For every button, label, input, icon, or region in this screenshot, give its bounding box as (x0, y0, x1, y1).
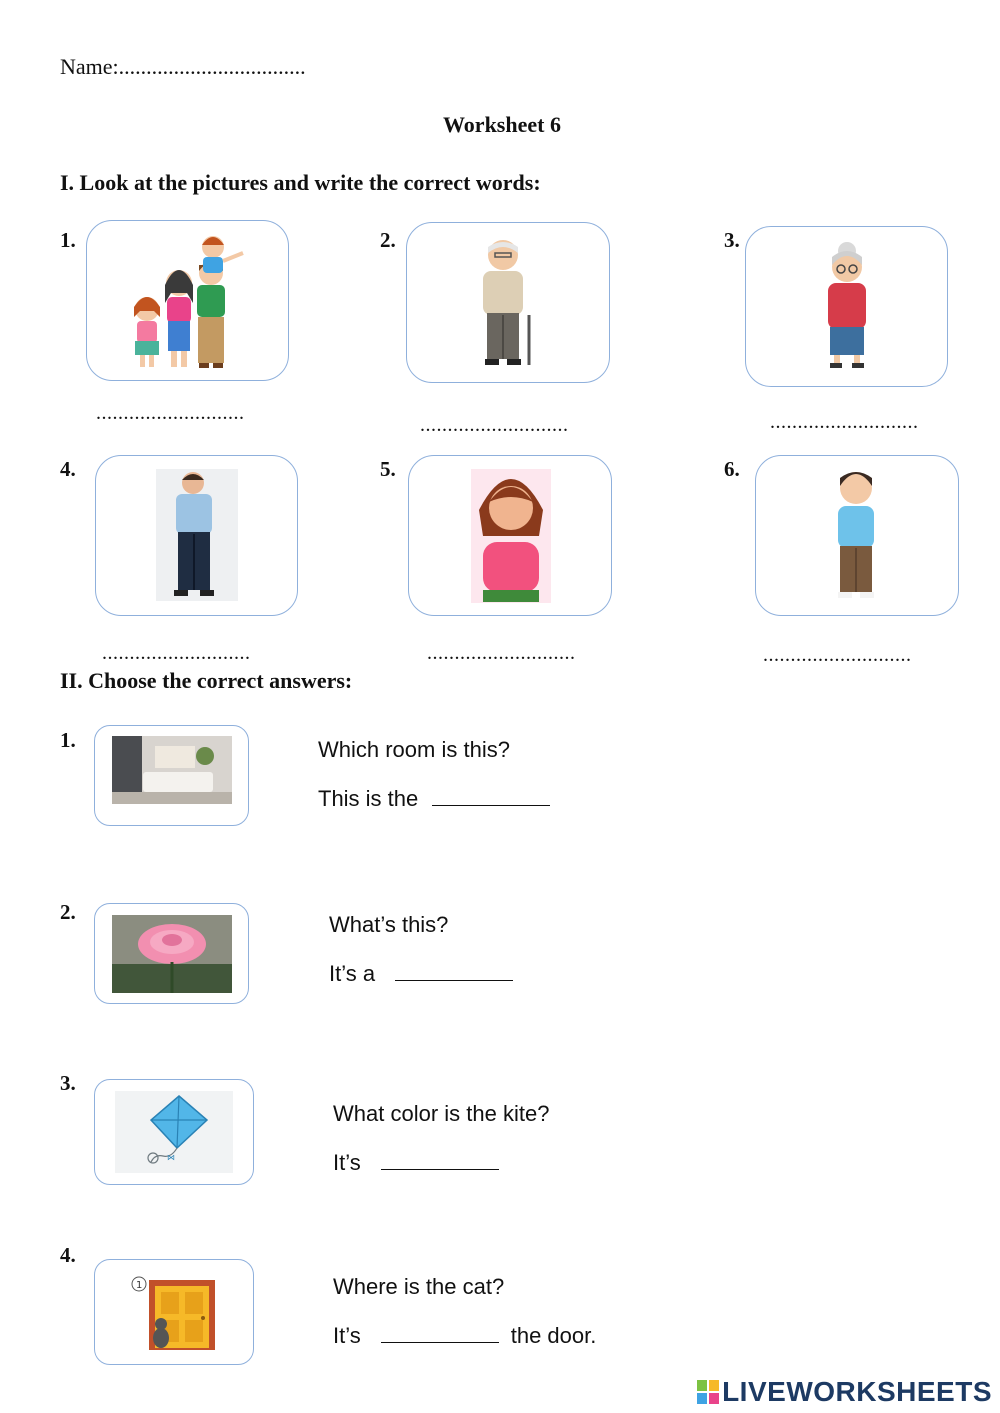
item-6-picture (755, 455, 959, 616)
question-4-number: 4. (60, 1243, 76, 1267)
question-1-answer[interactable] (318, 786, 550, 812)
question-4-picture (94, 1259, 254, 1365)
svg-text:⋈: ⋈ (167, 1153, 175, 1162)
item-1-number: 1. (60, 228, 76, 252)
question-2-number: 2. (60, 900, 76, 924)
grandfather-picture (407, 223, 610, 383)
item-5-picture (408, 455, 612, 616)
question-4-answer-prefix: It’s (333, 1323, 361, 1348)
question-2-answer[interactable] (329, 961, 513, 987)
question-2-blank[interactable] (395, 962, 513, 981)
question-1-picture (94, 725, 249, 826)
kite-picture (95, 1080, 254, 1185)
question-3-answer-prefix: It’s (333, 1150, 361, 1175)
father-picture (96, 456, 298, 616)
item-1-picture (86, 220, 289, 381)
mother-picture (409, 456, 612, 616)
question-1-blank[interactable] (432, 787, 550, 806)
question-4-answer-suffix: the door. (510, 1323, 597, 1348)
family-picture (87, 221, 289, 381)
item-5-answer-line[interactable]: ........................... (427, 642, 576, 664)
item-4-answer-line[interactable]: ........................... (102, 642, 251, 664)
worksheet-title: Worksheet 6 (443, 112, 561, 137)
item-3-answer-line[interactable]: ........................... (770, 411, 919, 433)
question-4-answer[interactable] (333, 1323, 596, 1349)
liveworksheets-logo-icon (697, 1380, 719, 1404)
question-3-answer[interactable] (333, 1150, 499, 1176)
question-2-text: What’s this? (329, 912, 449, 937)
svg-text:1: 1 (136, 1280, 143, 1291)
brother-picture (756, 456, 959, 616)
item-1-answer-line[interactable]: ........................... (96, 402, 245, 424)
name-field[interactable]: Name:.................................. (60, 54, 306, 79)
cat-door-picture (95, 1260, 254, 1365)
rose-picture (95, 904, 249, 1004)
question-3-picture (94, 1079, 254, 1185)
item-3-number: 3. (724, 228, 740, 252)
question-2-picture (94, 903, 249, 1004)
item-4-picture (95, 455, 298, 616)
liveworksheets-brand: LIVEWORKSHEETS (722, 1376, 992, 1407)
question-2-answer-prefix: It’s a (329, 961, 376, 986)
question-1-text: Which room is this? (318, 737, 510, 762)
question-4-blank[interactable] (381, 1324, 499, 1343)
question-1-number: 1. (60, 728, 76, 752)
question-4-text: Where is the cat? (333, 1274, 505, 1299)
item-2-answer-line[interactable]: ........................... (420, 414, 569, 436)
question-3-blank[interactable] (381, 1151, 499, 1170)
item-3-picture (745, 226, 948, 387)
item-6-answer-line[interactable]: ........................... (763, 644, 912, 666)
section-1-heading: I. Look at the pictures and write the correct words: (60, 170, 541, 195)
question-3-text: What color is the kite? (333, 1101, 550, 1126)
item-4-number: 4. (60, 457, 76, 481)
item-2-number: 2. (380, 228, 396, 252)
bedroom-picture (95, 726, 249, 826)
item-6-number: 6. (724, 457, 740, 481)
item-5-number: 5. (380, 457, 396, 481)
question-1-answer-prefix: This is the (318, 786, 419, 811)
item-2-picture (406, 222, 610, 383)
section-2-heading: II. Choose the correct answers: (60, 668, 353, 693)
question-3-number: 3. (60, 1071, 76, 1095)
grandmother-picture (746, 227, 948, 387)
